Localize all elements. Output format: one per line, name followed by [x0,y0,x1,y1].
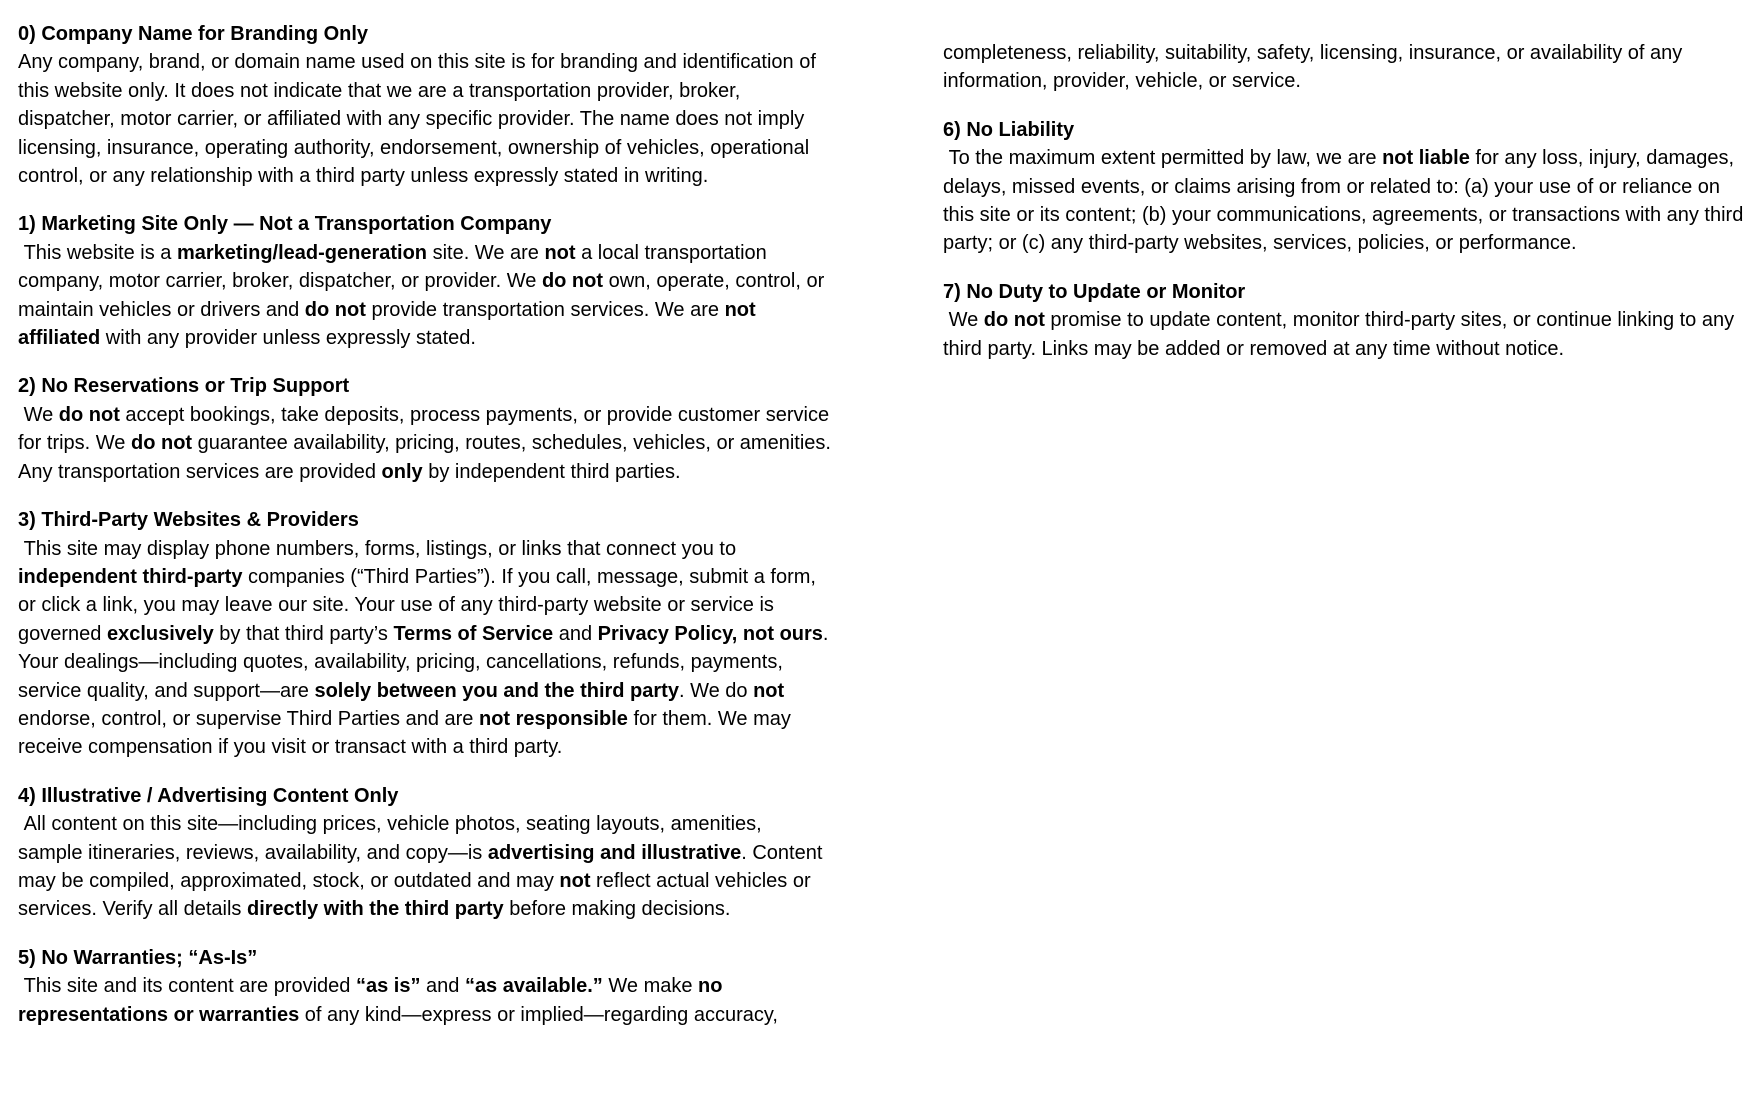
bold-text-run: not responsible [478,707,628,730]
text-run: This site and its content are provided [18,975,356,998]
text-run: companies (“Third Parties”). If you call, message, submit a form, or click a link, you may leave our site. Your use of any third-party website or service is governed [18,565,822,645]
text-run: To the maximum extent permitted by law, we are [943,147,1383,170]
text-run: before making decisions. [503,898,731,921]
disclaimer-section [943,39,1744,96]
text-run: and [553,622,598,645]
section-body [943,306,1744,363]
disclaimer-section [18,210,831,352]
text-run: of any kind—express or implied—regarding accuracy, [299,1003,778,1026]
bold-text-run: only [381,460,423,483]
bold-text-run: Privacy Policy, not ours [597,622,823,645]
text-run: for them. We may receive compensation if you visit or transact with a third party. [18,707,797,759]
bold-text-run: not [544,241,576,264]
bold-text-run: independent third-party [18,565,243,588]
text-run: a local transportation company, motor carrier, broker, dispatcher, or provider. We [18,241,773,293]
section-heading: 6) No Liability [943,118,1075,141]
text-run: promise to update content, monitor third-party sites, or continue linking to any third party. Links may be added or removed at any time without notice. [943,309,1740,360]
bold-text-run: do not [58,403,120,426]
disclaimer-section [18,782,831,924]
text-run: We [18,403,59,426]
section-heading: 0) Company Name for Branding Only [18,23,369,45]
bold-text-run: do not [541,270,604,293]
section-heading: 5) No Warranties; “As-Is” [18,946,258,969]
text-run: . We do [678,679,754,702]
bold-text-run: Terms of Service [393,622,554,645]
section-body [18,972,831,1029]
bold-text-run: do not [131,432,193,455]
text-run: All content on this site—including prices, vehicle photos, seating layouts, amenities, sample itineraries, reviews, availability, and copy—is [18,813,768,864]
bold-text-run: not liable [1382,147,1470,170]
section-body-continuation [943,39,1744,96]
bold-text-run: do not [983,309,1045,332]
section-heading: 1) Marketing Site Only — Not a Transportation Company [18,213,552,236]
disclaimer-section [18,506,834,762]
text-run: This website is a [18,241,177,264]
bold-text-run: no representations or warranties [18,975,729,1026]
disclaimer-section [943,278,1744,363]
right-column [943,39,1749,383]
text-run: site. We are [427,241,545,264]
section-body [18,535,834,762]
bold-text-run: not affiliated [18,298,762,350]
disclaimer-section [18,944,831,1029]
bold-text-run: “as available.” [464,975,603,998]
left-column [18,20,836,1049]
text-run: Any company, brand, or domain name used on this site is for branding and identification of this website only. It does not indicate that we are a transportation provider, broker, dispatcher, motor carrier, or affiliated with any specific provider. The name does not imply licensing, insurance, operating authority, endorsement, ownership of vehicles, operational control, or any relationship with a third party unless expressly stated in writing. [18,51,822,188]
text-run: own, operate, control, or maintain vehicles or drivers and [18,270,830,321]
text-run: guarantee availability, pricing, routes, schedules, vehicles, or amenities. Any transportation services are provided [18,432,836,483]
bold-text-run: not [753,679,785,702]
bold-text-run: solely between you and the third party [314,679,679,702]
section-body [18,810,831,924]
bold-text-run: do not [304,298,366,321]
disclaimer-section [18,20,831,190]
text-run: with any provider unless expressly stated. [100,327,476,350]
section-body [18,239,831,353]
section-heading: 2) No Reservations or Trip Support [18,375,350,398]
section-heading: 7) No Duty to Update or Monitor [943,280,1246,303]
section-body [943,144,1749,258]
text-run: and [420,975,465,998]
text-run: accept bookings, take deposits, process payments, or provide customer service for trips. We [18,403,835,455]
text-run: reflect actual vehicles or services. Verify all details [18,869,817,921]
text-run: completeness, reliability, suitability, safety, licensing, insurance, or availability of any information, provider, vehicle, or service. [943,42,1688,93]
section-body [18,401,836,486]
bold-text-run: not [559,869,591,892]
text-run: by that third party’s [213,622,394,645]
section-body [18,48,831,190]
text-run: by independent third parties. [422,460,681,483]
text-run: for any loss, injury, damages, delays, missed events, or claims arising from or related to: (a) your use of or reliance on this site or its content; (b) your communications, agreements, or transactions with any third party; or (c) any third-party websites, services, policies, or performance. [943,147,1749,255]
text-run: provide transportation services. We are [365,298,725,321]
text-run: We make [602,975,699,998]
disclaimer-section [18,372,836,486]
two-column-layout [18,20,1749,1049]
text-run: . Your dealings—including quotes, availability, pricing, cancellations, refunds, payments, service quality, and support—are [18,622,834,702]
bold-text-run: marketing/lead-generation [176,241,428,264]
text-run: . Content may be compiled, approximated, stock, or outdated and may [18,841,828,892]
section-heading: 4) Illustrative / Advertising Content Only [18,784,399,807]
bold-text-run: advertising and illustrative [487,841,742,864]
text-run: We [943,309,984,332]
section-heading: 3) Third-Party Websites & Providers [18,509,359,532]
text-run: This site may display phone numbers, forms, listings, or links that connect you to [18,537,742,560]
disclaimer-section [943,116,1749,258]
bold-text-run: exclusively [106,622,214,645]
text-run: endorse, control, or supervise Third Parties and are [18,679,790,730]
bold-text-run: “as is” [355,975,421,998]
bold-text-run: directly with the third party [246,898,504,921]
